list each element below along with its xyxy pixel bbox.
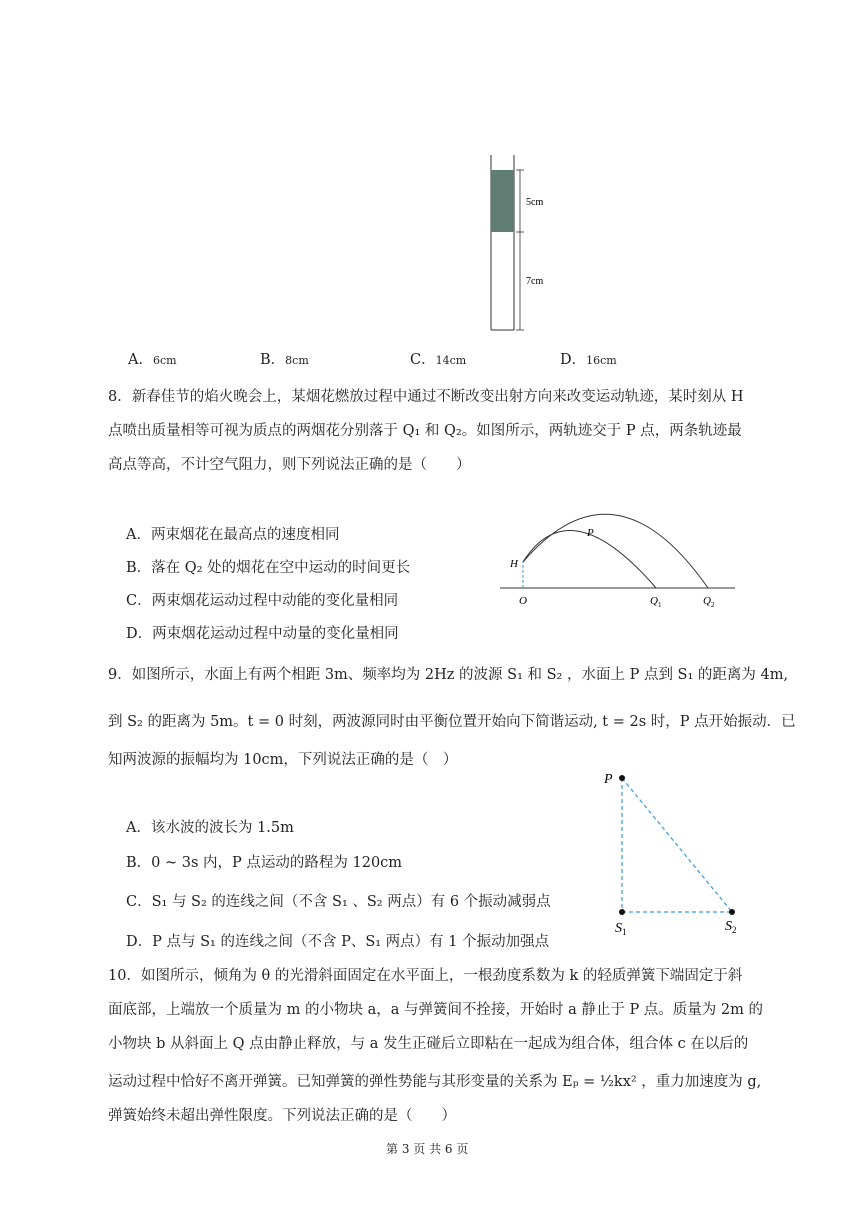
q7-option-b[interactable]	[260, 350, 309, 371]
point-p-label: P	[604, 772, 613, 787]
q9-stem-line-1: 9．如图所示，水面上有两个相距 3m、频率均为 2Hz 的波源 S₁ 和 S₂ ，水面上 P 点到 S₁ 的距离为 4m,	[108, 667, 789, 683]
tube-figure	[470, 150, 580, 335]
q9-option-a[interactable]: A．该水波的波长为 1.5m	[126, 820, 294, 836]
q7-option-d[interactable]	[560, 350, 617, 371]
q8-option-c[interactable]: C．两束烟花运动过程中动能的变化量相同	[126, 593, 399, 609]
q7-option-a-letter: A．	[128, 352, 153, 368]
liquid-column	[491, 170, 514, 232]
q7-option-c-letter: C．	[410, 352, 436, 368]
wave-source-triangle-figure	[595, 768, 755, 938]
tube-label-bottom: 7cm	[526, 276, 544, 287]
q8-stem-line-1: 8．新春佳节的焰火晚会上，某烟花燃放过程中通过不断改变出射方向来改变运动轨迹，某时刻从 H	[108, 389, 744, 405]
q8-stem-line-2: 点喷出质量相等可视为质点的两烟花分别落于 Q₁ 和 Q₂。如图所示，两轨迹交于 P 点，两条轨迹最	[108, 423, 742, 439]
point-s2-label: $S_2$	[725, 919, 737, 935]
q7-option-d-value: 16cm	[586, 354, 617, 367]
q10-stem-line-3: 小物块 b 从斜面上 Q 点由静止释放，与 a 发生正碰后立即粘在一起成为组合体，组合体 c 在以后的	[108, 1036, 749, 1052]
q7-option-a[interactable]	[128, 350, 177, 371]
trajectory-to-q2	[523, 514, 708, 588]
point-s1-dot	[619, 909, 625, 915]
q10-stem-line-1: 10．如图所示，倾角为 θ 的光滑斜面固定在水平面上，一根劲度系数为 k 的轻质弹簧下端固定于斜	[108, 968, 743, 984]
p-s2-dashed-line	[622, 778, 732, 912]
q7-option-d-letter: D．	[560, 352, 587, 368]
q8-option-d[interactable]: D．两束烟花运动过程中动量的变化量相同	[126, 626, 399, 642]
q8-option-a[interactable]: A．两束烟花在最高点的速度相同	[126, 527, 340, 543]
point-s1-label: $S_1$	[615, 921, 627, 937]
q8-stem-line-3: 高点等高，不计空气阻力，则下列说法正确的是（ ）	[108, 457, 471, 473]
q10-stem-line-2: 面底部，上端放一个质量为 m 的小物块 a，a 与弹簧间不拴接，开始时 a 静止于 P 点。质量为 2m 的	[108, 1002, 764, 1018]
q9-option-b[interactable]: B．0 ~ 3s 内，P 点运动的路程为 120cm	[126, 855, 403, 871]
q7-option-c-value: 14cm	[435, 354, 467, 367]
q8-option-b[interactable]: B．落在 Q₂ 处的烟花在空中运动的时间更长	[126, 560, 411, 576]
point-q2-label: $Q_2$	[703, 595, 715, 609]
q9-option-c[interactable]: C．S₁ 与 S₂ 的连线之间（不含 S₁ 、S₂ 两点）有 6 个振动减弱点	[126, 894, 551, 910]
point-p-label: P	[587, 527, 594, 539]
trajectory-to-q1	[523, 531, 656, 588]
tube-label-top: 5cm	[526, 197, 544, 208]
fireworks-trajectory-figure	[495, 510, 740, 615]
point-s2-dot	[729, 909, 735, 915]
point-p-dot	[619, 775, 625, 781]
q10-stem-line-4: 运动过程中恰好不离开弹簧。已知弹簧的弹性势能与其形变量的关系为 Eₚ = ½kx² ，重力加速度为 g,	[108, 1074, 762, 1090]
page-footer: 第 3 页 共 6 页	[386, 1142, 469, 1156]
q9-stem-line-3: 知两波源的振幅均为 10cm，下列说法正确的是（ ）	[108, 752, 458, 768]
point-h-label: H	[510, 558, 518, 570]
q7-option-b-letter: B．	[260, 352, 286, 368]
point-q1-label: $Q_1$	[650, 595, 662, 609]
q7-option-a-value: 6cm	[152, 354, 177, 367]
q9-stem-line-2: 到 S₂ 的距离为 5m。t = 0 时刻，两波源同时由平衡位置开始向下简谐运动, t = 2s 时，P 点开始振动．已	[108, 714, 796, 730]
q7-option-b-value: 8cm	[285, 354, 309, 367]
q7-option-c[interactable]	[410, 350, 466, 371]
q9-option-d[interactable]: D．P 点与 S₁ 的连线之间（不含 P、S₁ 两点）有 1 个振动加强点	[126, 934, 550, 950]
point-o-label: O	[519, 595, 527, 607]
q10-stem-line-5: 弹簧始终未超出弹性限度。下列说法正确的是（ ）	[108, 1108, 456, 1124]
